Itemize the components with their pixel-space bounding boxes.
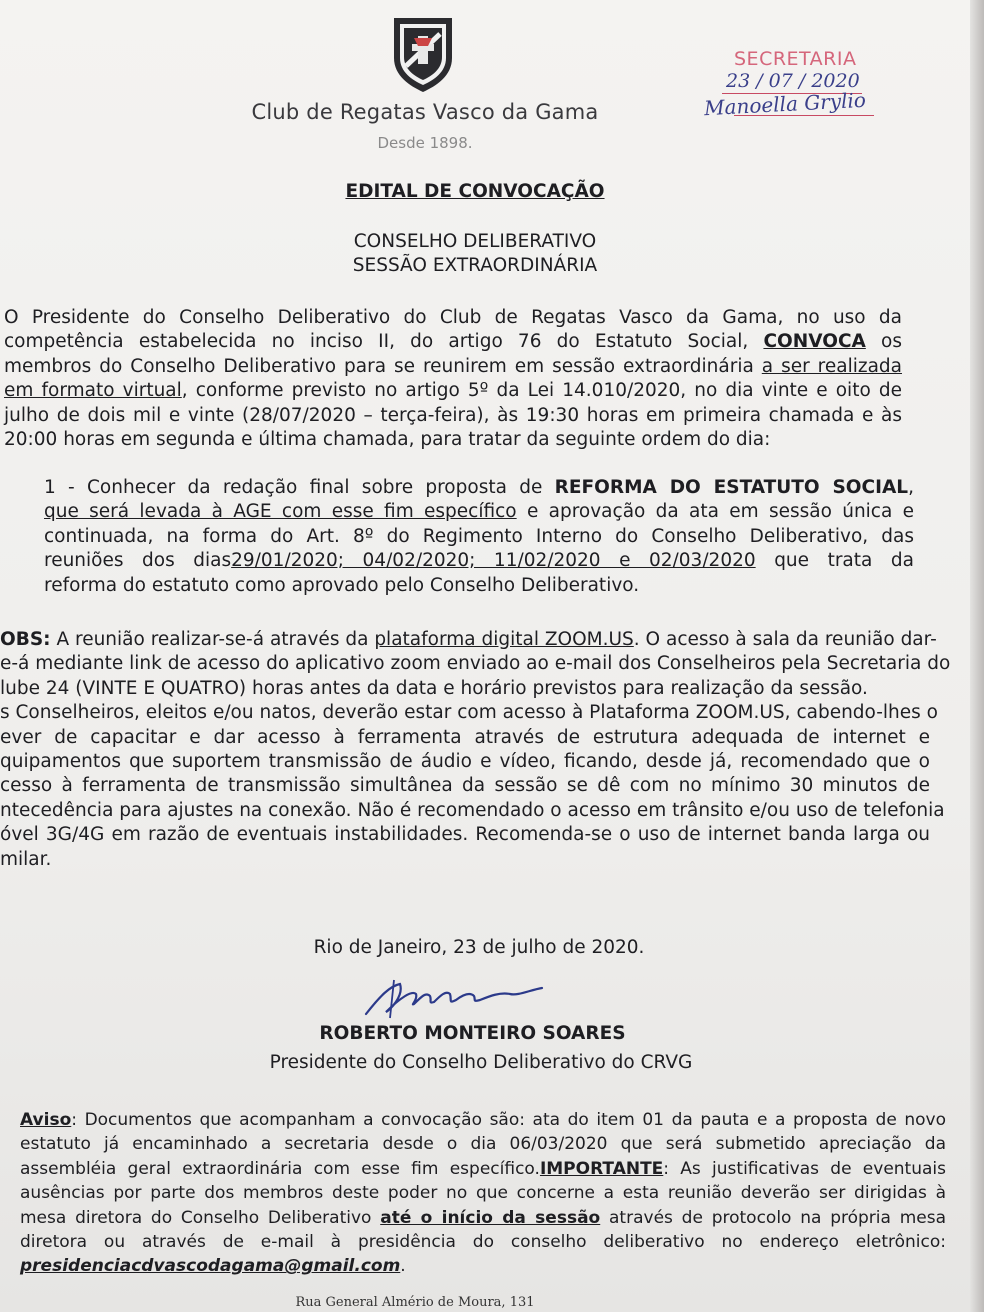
paper-edge bbox=[970, 0, 984, 1312]
vasco-crest-logo bbox=[390, 14, 456, 94]
agenda-item bbox=[44, 476, 914, 598]
text-line: OBS: A reunião realizar-se-á através da plataforma digital ZOOM.US. O acesso à sala da reunião dar- bbox=[0, 629, 937, 650]
text-line: lube 24 (VINTE E QUATRO) horas antes da data e horário previstos para realização da sessão. bbox=[0, 677, 868, 699]
text-line: assembléia geral extraordinária com esse fim específico.IMPORTANTE: As justificativas de eventuais bbox=[20, 1158, 946, 1179]
text-line: continuada, na forma do Art. 8º do Regimento Interno do Conselho Deliberativo, das bbox=[44, 525, 914, 547]
text-line: mesa diretora do Conselho Deliberativo até o início da sessão através de protocolo na própria mesa bbox=[20, 1207, 946, 1228]
text-line: e-á mediante link de acesso do aplicativo zoom enviado ao e-mail dos Conselheiros pela Secretaria do bbox=[0, 653, 951, 675]
text-line: 1 - Conhecer da redação final sobre proposta de REFORMA DO ESTATUTO SOCIAL, bbox=[44, 477, 914, 498]
text-line: ever de capacitar e dar acesso à ferramenta através de estrutura adequada de internet e bbox=[0, 726, 930, 748]
email-link[interactable]: presidenciacdvascodagama@gmail.com bbox=[20, 1256, 401, 1277]
place-and-date: Rio de Janeiro, 23 de julho de 2020. bbox=[313, 937, 645, 958]
intro-paragraph bbox=[4, 306, 902, 452]
stamp-date: 23 / 07 / 2020 bbox=[726, 70, 860, 92]
text-line: estatuto já encaminhado a secretaria desde o dia 06/03/2020 que será submetido apreciação da bbox=[20, 1134, 946, 1155]
aviso-paragraph bbox=[20, 1108, 946, 1279]
footer-address: Rua General Almério de Moura, 131 bbox=[295, 1295, 535, 1310]
club-name: Club de Regatas Vasco da Gama bbox=[251, 100, 599, 124]
text-line: diretora ou através de e-mail à presidência do conselho deliberativo no endereço eletrônico: bbox=[20, 1232, 946, 1253]
text-line: que será levada à AGE com esse fim específico e aprovação da ata em sessão única e bbox=[44, 501, 914, 523]
text-line: competência estabelecida no inciso II, do artigo 76 do Estatuto Social, CONVOCA os bbox=[4, 331, 902, 353]
text-line: quipamentos que suportem transmissão de áudio e vídeo, ficando, desde já, recomendado que o bbox=[0, 751, 930, 773]
signatory-role: Presidente do Conselho Deliberativo do CRVG bbox=[269, 1052, 693, 1073]
text-line: Aviso: Documentos que acompanham a convocação são: ata do item 01 da pauta e a proposta de novo bbox=[20, 1110, 946, 1130]
subtitle-line: SESSÃO EXTRAORDINÁRIA bbox=[352, 255, 598, 276]
text-line: julho de dois mil e vinte (28/07/2020 – terça-feira), às 19:30 horas em primeira chamada e às bbox=[4, 404, 902, 426]
text-line: cesso à ferramenta de transmissão simultânea da sessão se dê com no mínimo 30 minutos de bbox=[0, 775, 930, 797]
founded-text: Desde 1898. bbox=[377, 134, 473, 152]
text-line: reuniões dos dias29/01/2020; 04/02/2020; 11/02/2020 e 02/03/2020 que trata da bbox=[44, 550, 914, 572]
text-line: O Presidente do Conselho Deliberativo do Club de Regatas Vasco da Gama, no uso da bbox=[4, 307, 902, 328]
text-line: óvel 3G/4G em razão de eventuais instabilidades. Recomenda-se o uso de internet banda larga ou bbox=[0, 824, 930, 846]
text-line: 20:00 horas em segunda e última chamada, para tratar da seguinte ordem do dia: bbox=[4, 429, 771, 451]
document-title: EDITAL DE CONVOCAÇÃO bbox=[345, 181, 605, 202]
text-line: ntecedência para ajustes na conexão. Não é recomendado o acesso em trânsito e/ou uso de telefonia bbox=[0, 799, 945, 821]
convoca-word: CONVOCA bbox=[763, 331, 866, 353]
text-line: ausências por parte dos membros deste poder no que concerne a esta reunião deverão ser dirigidas à bbox=[20, 1183, 946, 1204]
obs-paragraph bbox=[0, 628, 951, 872]
stamp-signature: Manoella Grylio bbox=[703, 87, 867, 121]
text-line: s Conselheiros, eleitos e/ou natos, deverão estar com acesso à Plataforma ZOOM.US, cabendo-lhes o bbox=[0, 702, 938, 724]
text-line: reforma do estatuto como aprovado pelo Conselho Deliberativo. bbox=[44, 574, 640, 596]
text-line: presidenciacdvascodagama@gmail.com. bbox=[20, 1256, 406, 1277]
secretaria-stamp bbox=[704, 46, 884, 126]
text-line: milar. bbox=[0, 848, 52, 870]
text-line: em formato virtual, conforme previsto no artigo 5º da Lei 14.010/2020, no dia vinte e oito de bbox=[4, 380, 902, 402]
text-line: membros do Conselho Deliberativo para se reunirem em sessão extraordinária a ser realizada bbox=[4, 355, 902, 377]
handwritten-signature bbox=[360, 976, 550, 1020]
signatory-name: ROBERTO MONTEIRO SOARES bbox=[319, 1023, 626, 1044]
subtitle-line: CONSELHO DELIBERATIVO bbox=[353, 231, 597, 252]
stamp-title: SECRETARIA bbox=[734, 48, 857, 70]
